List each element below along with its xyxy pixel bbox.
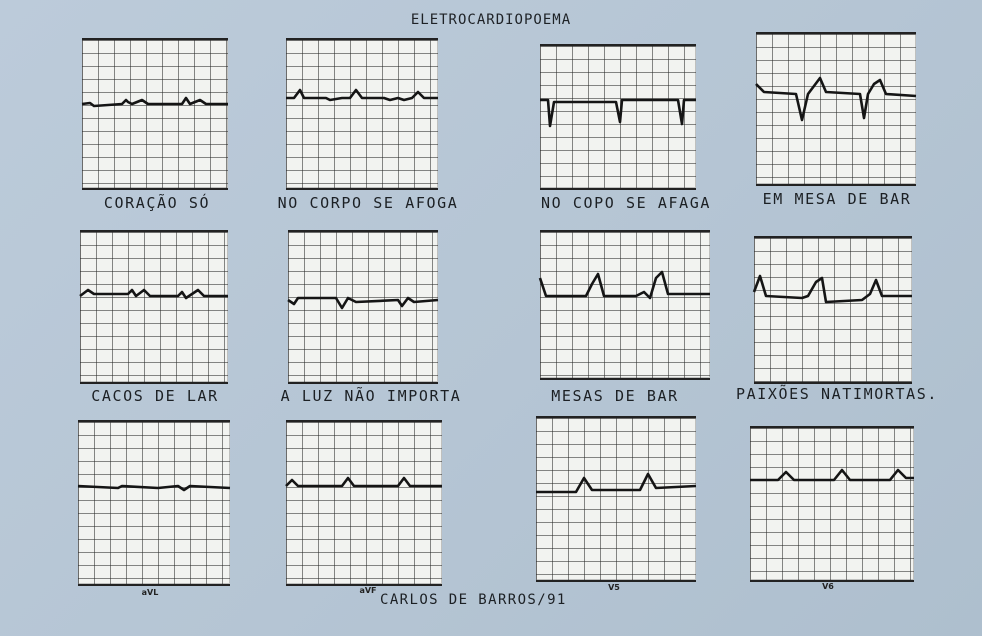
- ecg-strip-em-mesa: [756, 32, 916, 186]
- ecg-trace: [540, 46, 696, 188]
- lead-label-avl: aVL: [141, 588, 159, 597]
- caption-paixoes: PAIXÕES NATIMORTAS.: [736, 385, 938, 403]
- ecg-strip-v5: [536, 416, 696, 582]
- caption-em-mesa: EM MESA DE BAR: [762, 190, 912, 208]
- poem-title: ELETROCARDIOPOEMA: [410, 12, 572, 28]
- ecg-strip-v6: [750, 426, 914, 582]
- ecg-strip-cacos: [80, 230, 228, 384]
- ecg-trace: [286, 40, 438, 188]
- caption-coracao-so: CORAÇÃO SÓ: [103, 194, 211, 212]
- ecg-trace: [286, 422, 442, 584]
- ecg-strip-a-luz: [288, 230, 438, 384]
- caption-cacos: CACOS DE LAR: [91, 387, 219, 405]
- caption-mesas-de-bar: MESAS DE BAR: [551, 387, 679, 405]
- ecg-trace: [288, 232, 438, 382]
- ecg-trace: [756, 34, 916, 184]
- caption-no-corpo: NO CORPO SE AFOGA: [277, 194, 459, 212]
- ecg-trace: [750, 428, 914, 580]
- caption-no-copo: NO COPO SE AFAGA: [540, 194, 712, 212]
- ecg-trace: [536, 418, 696, 580]
- caption-a-luz: A LUZ NÃO IMPORTA: [280, 387, 462, 405]
- ecg-trace: [82, 40, 228, 188]
- ecg-trace: [754, 238, 912, 382]
- lead-label-v6: V6: [822, 582, 834, 591]
- ecg-strip-no-corpo: [286, 38, 438, 190]
- ecg-strip-avl: [78, 420, 230, 586]
- ecg-trace: [540, 232, 710, 378]
- ecg-strip-mesas-de-bar: [540, 230, 710, 380]
- ecg-strip-paixoes: [754, 236, 912, 384]
- lead-label-avf: aVF: [359, 586, 377, 595]
- author-signature: CARLOS DE BARROS/91: [380, 592, 567, 608]
- lead-label-v5: V5: [608, 583, 620, 592]
- ecg-trace: [78, 422, 230, 584]
- ecg-strip-no-copo: [540, 44, 696, 190]
- ecg-strip-avf: [286, 420, 442, 586]
- ecg-strip-coracao-so: [82, 38, 228, 190]
- ecg-trace: [80, 232, 228, 382]
